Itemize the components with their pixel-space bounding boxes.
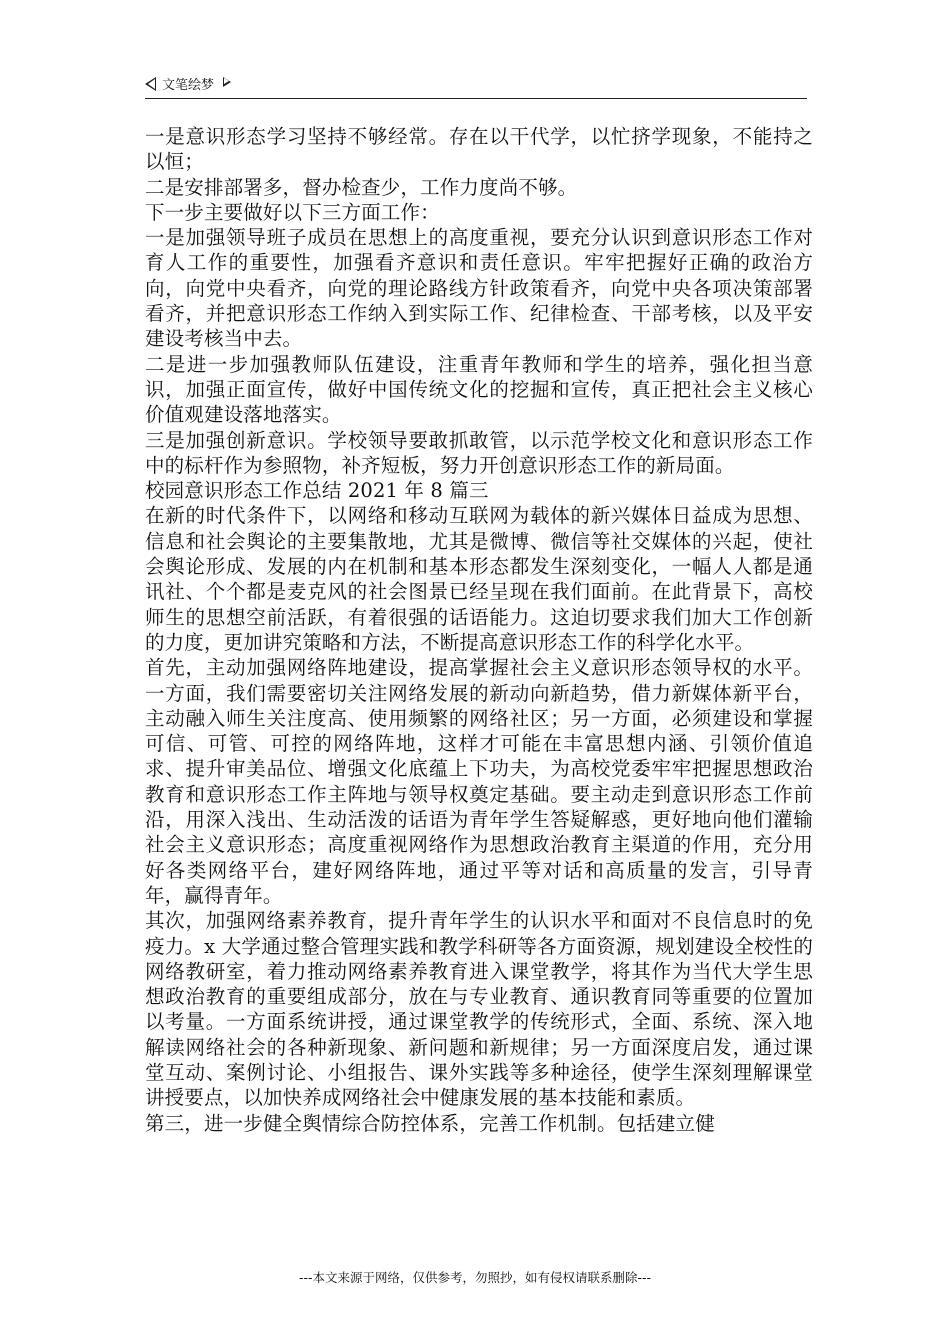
- paragraph: 在新的时代条件下，以网络和移动互联网为载体的新兴媒体日益成为思想、信息和社会舆论的主要集散地，尤其是微博、微信等社交媒体的兴起，使社会舆论形成、发展的内在机制和基本形态都发生深刻变化，一幅人人都是通讯社、个个都是麦克风的社会图景已经呈现在我们面前。在此背景下，高校师生的思想空前活跃，有着很强的话语能力。这迫切要求我们加大工作创新的力度，更加讲究策略和方法，不断提高意识形态工作的科学化水平。: [145, 504, 813, 654]
- paragraph: 一是加强领导班子成员在思想上的高度重视，要充分认识到意识形态工作对育人工作的重要性，加强看齐意识和责任意识。牢牢把握好正确的政治方向，向党中央看齐，向党的理论路线方针政策看齐，向党中央各项决策部署看齐，并把意识形态工作纳入到实际工作、纪律检查、干部考核，以及平安建设考核当中去。: [145, 226, 813, 351]
- paragraph: 二是安排部署多，督办检查少，工作力度尚不够。: [145, 175, 578, 199]
- paragraph: 一是意识形态学习坚持不够经常。存在以干代学，以忙挤学现象，不能持之以恒；: [145, 125, 813, 174]
- brand-block: [145, 74, 231, 93]
- document-body: [145, 124, 813, 1136]
- triangle-left-icon: [145, 77, 156, 91]
- paragraph: 下一步主要做好以下三方面工作：: [145, 200, 440, 224]
- paragraph: 二是进一步加强教师队伍建设，注重青年教师和学生的培养，强化担当意识，加强正面宣传，做好中国传统文化的挖掘和宣传，真正把社会主义核心价值观建设落地落实。: [145, 352, 813, 427]
- page-header: [145, 72, 807, 99]
- paragraph: 首先，主动加强网络阵地建设，提高掌握社会主义意识形态领导权的水平。一方面，我们需要密切关注网络发展的新动向新趋势，借力新媒体新平台，主动融入师生关注度高、使用频繁的网络社区；另一方面，必须建设和掌握可信、可管、可控的网络阵地，这样才可能在丰富思想内涵、引领价值追求、提升审美品位、增强文化底蕴上下功夫，为高校党委牢牢把握思想政治教育和意识形态工作主阵地与领导权奠定基础。要主动走到意识形态工作前沿，用深入浅出、生动活泼的话语为青年学生答疑解惑，更好地向他们灌输社会主义意识形态；高度重视网络作为思想政治教育主渠道的作用，充分用好各类网络平台，建好网络阵地，通过平等对话和高质量的发言，引导青年，赢得青年。: [145, 656, 813, 907]
- brand-name: 文笔绘梦: [162, 78, 215, 93]
- section-title: 校园意识形态工作总结 2021 年 8 篇三: [145, 479, 489, 503]
- paragraph: 三是加强创新意识。学校领导要敢抓敢管，以示范学校文化和意识形态工作中的标杆作为参照物，补齐短板，努力开创意识形态工作的新局面。: [145, 428, 813, 477]
- footer-disclaimer: ---本文来源于网络，仅供参考，勿照抄，如有侵权请联系删除---: [298, 1270, 652, 1285]
- paragraph: 其次，加强网络素养教育，提升青年学生的认识水平和面对不良信息时的免疫力。x 大学通过整合管理实践和教学科研等各方面资源，规划建设全校性的网络教研室，着力推动网络素养教育进入课堂教学，将其作为当代大学生思想政治教育的重要组成部分，放在与专业教育、通识教育同等重要的位置加以考量。一方面系统讲授，通过课堂教学的传统形式，全面、系统、深入地解读网络社会的各种新现象、新问题和新规律；另一方面深度启发，通过课堂互动、案例讨论、小组报告、课外实践等多种途径，使学生深刻理解课堂讲授要点，以加快养成网络社会中健康发展的基本技能和素质。: [145, 909, 813, 1110]
- paragraph: 第三，进一步健全舆情综合防控体系，完善工作机制。包括建立健: [145, 1111, 715, 1135]
- triangle-right-icon: [223, 77, 231, 87]
